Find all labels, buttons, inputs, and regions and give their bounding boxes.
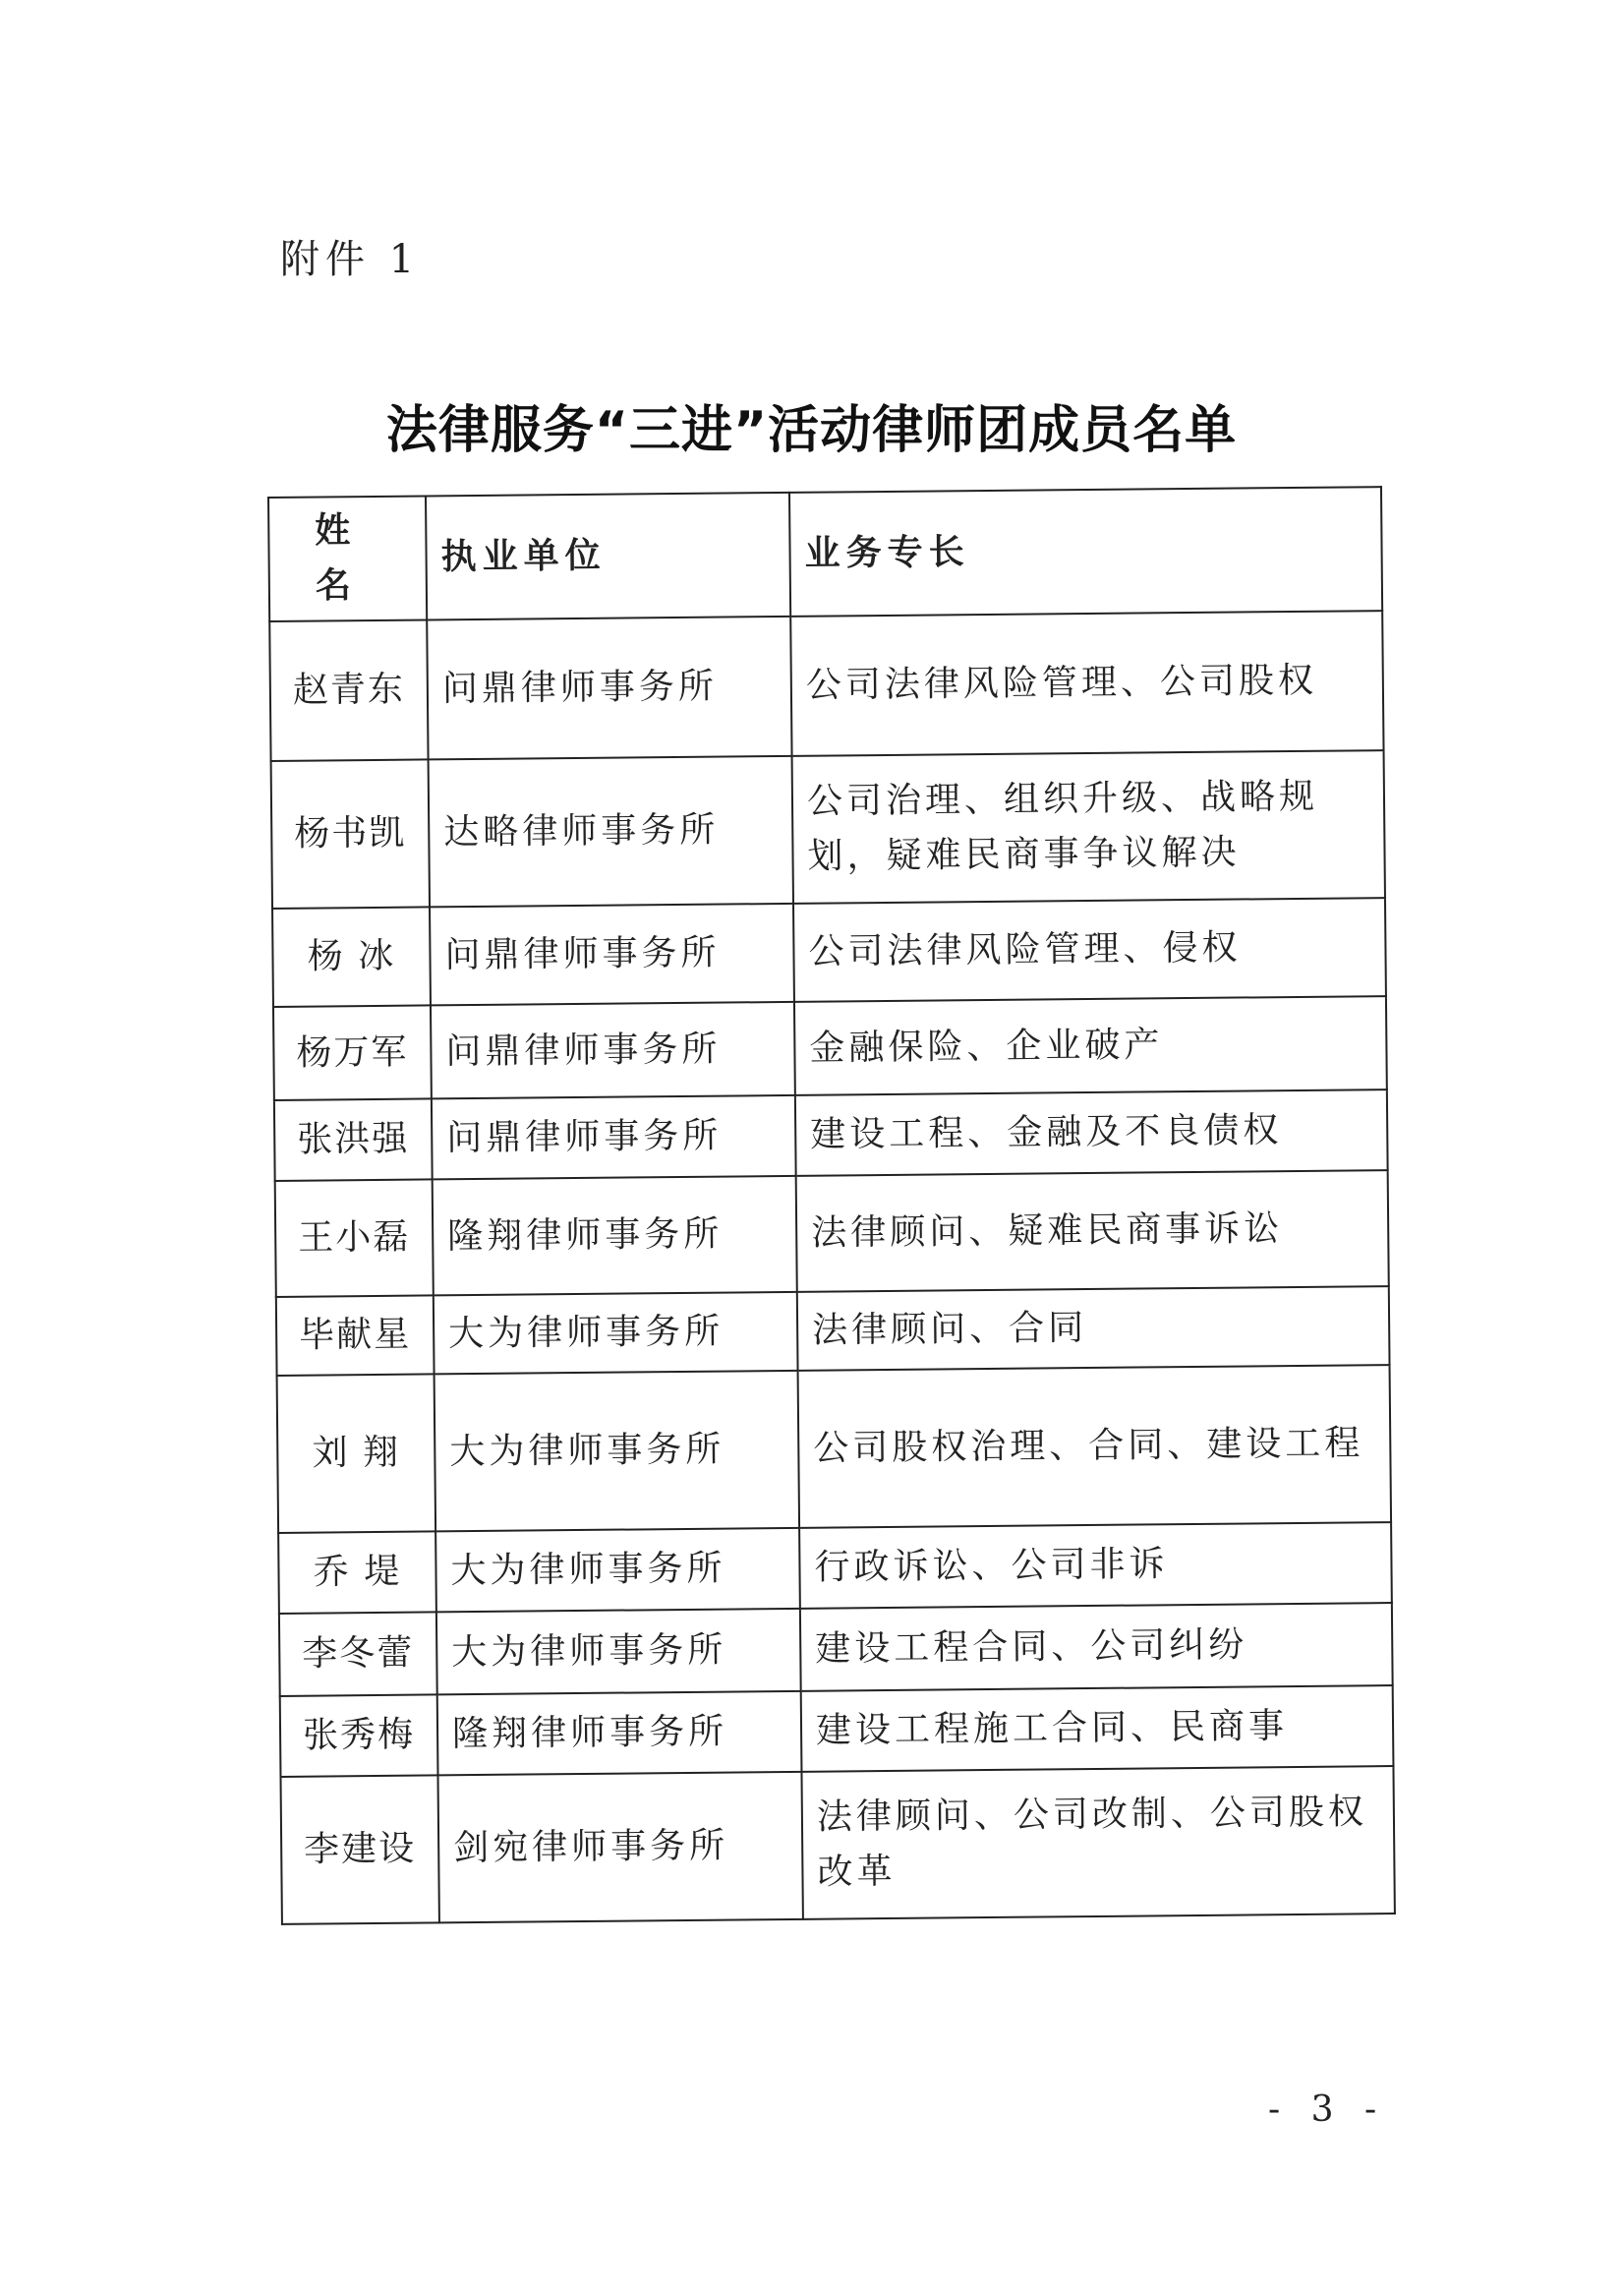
- table-row: [279, 1603, 1393, 1696]
- table-row: [275, 1170, 1389, 1297]
- table-row: [276, 1286, 1390, 1376]
- member-unit: 大为律师事务所: [435, 1528, 800, 1613]
- table-row: [274, 1089, 1388, 1181]
- document-title: 法律服务“三进”活动律师团成员名单: [385, 401, 1238, 460]
- member-specialty: 公司法律风险管理、公司股权: [790, 611, 1383, 756]
- table-row: [277, 1365, 1391, 1533]
- member-name: 张洪强: [274, 1098, 433, 1181]
- member-specialty: 建设工程、金融及不良债权: [795, 1089, 1388, 1176]
- table-row: [269, 611, 1383, 761]
- header-name: 姓 名: [268, 496, 427, 621]
- member-specialty: 金融保险、企业破产: [794, 996, 1387, 1095]
- member-unit: 问鼎律师事务所: [432, 1095, 796, 1180]
- member-specialty: 建设工程施工合同、民商事: [801, 1685, 1394, 1772]
- member-name: 杨书凯: [271, 759, 430, 909]
- member-unit: 达略律师事务所: [429, 756, 793, 908]
- member-unit: 大为律师事务所: [435, 1371, 800, 1532]
- member-unit: 问鼎律师事务所: [431, 1002, 795, 1099]
- member-name: 乔 堤: [278, 1531, 436, 1614]
- table-header-row: [268, 487, 1382, 621]
- member-specialty: 公司股权治理、合同、建设工程: [798, 1365, 1392, 1528]
- member-name: 杨万军: [273, 1005, 432, 1100]
- member-name: 赵青东: [269, 619, 428, 761]
- header-unit: 执业单位: [426, 493, 790, 620]
- header-specialty: 业务专长: [789, 487, 1382, 617]
- member-specialty: 法律顾问、合同: [797, 1286, 1390, 1371]
- member-name: 李冬蕾: [279, 1612, 437, 1696]
- member-specialty: 公司治理、组织升级、战略规划，疑难民商事争议解决: [792, 750, 1385, 904]
- table-row: [280, 1766, 1394, 1924]
- member-unit: 隆翔律师事务所: [433, 1176, 797, 1296]
- table-row: [271, 750, 1385, 909]
- table-row: [273, 996, 1387, 1100]
- table-row: [272, 898, 1386, 1007]
- member-unit: 隆翔律师事务所: [437, 1691, 802, 1776]
- member-name: 刘 翔: [277, 1374, 436, 1533]
- member-specialty: 行政诉讼、公司非诉: [799, 1522, 1392, 1609]
- member-table: [267, 486, 1396, 1925]
- table-row: [278, 1522, 1392, 1614]
- member-name: 毕献星: [276, 1295, 435, 1376]
- member-unit: 大为律师事务所: [436, 1609, 801, 1695]
- member-specialty: 公司法律风险管理、侵权: [793, 898, 1386, 1002]
- member-name: 王小磊: [275, 1179, 434, 1297]
- member-unit: 大为律师事务所: [434, 1292, 798, 1375]
- attachment-label: 附件 1: [280, 237, 421, 282]
- member-name: 杨 冰: [272, 907, 431, 1007]
- member-unit: 问鼎律师事务所: [430, 904, 794, 1006]
- member-name: 张秀梅: [280, 1694, 438, 1777]
- member-unit: 问鼎律师事务所: [427, 617, 791, 760]
- page-number: - 3 -: [1268, 2090, 1387, 2130]
- member-unit: 剑宛律师事务所: [437, 1772, 802, 1923]
- member-specialty: 法律顾问、公司改制、公司股权改革: [801, 1766, 1394, 1919]
- member-name: 李建设: [280, 1775, 438, 1924]
- member-specialty: 建设工程合同、公司纠纷: [800, 1603, 1393, 1691]
- member-specialty: 法律顾问、疑难民商事诉讼: [796, 1170, 1389, 1292]
- table-row: [280, 1685, 1394, 1777]
